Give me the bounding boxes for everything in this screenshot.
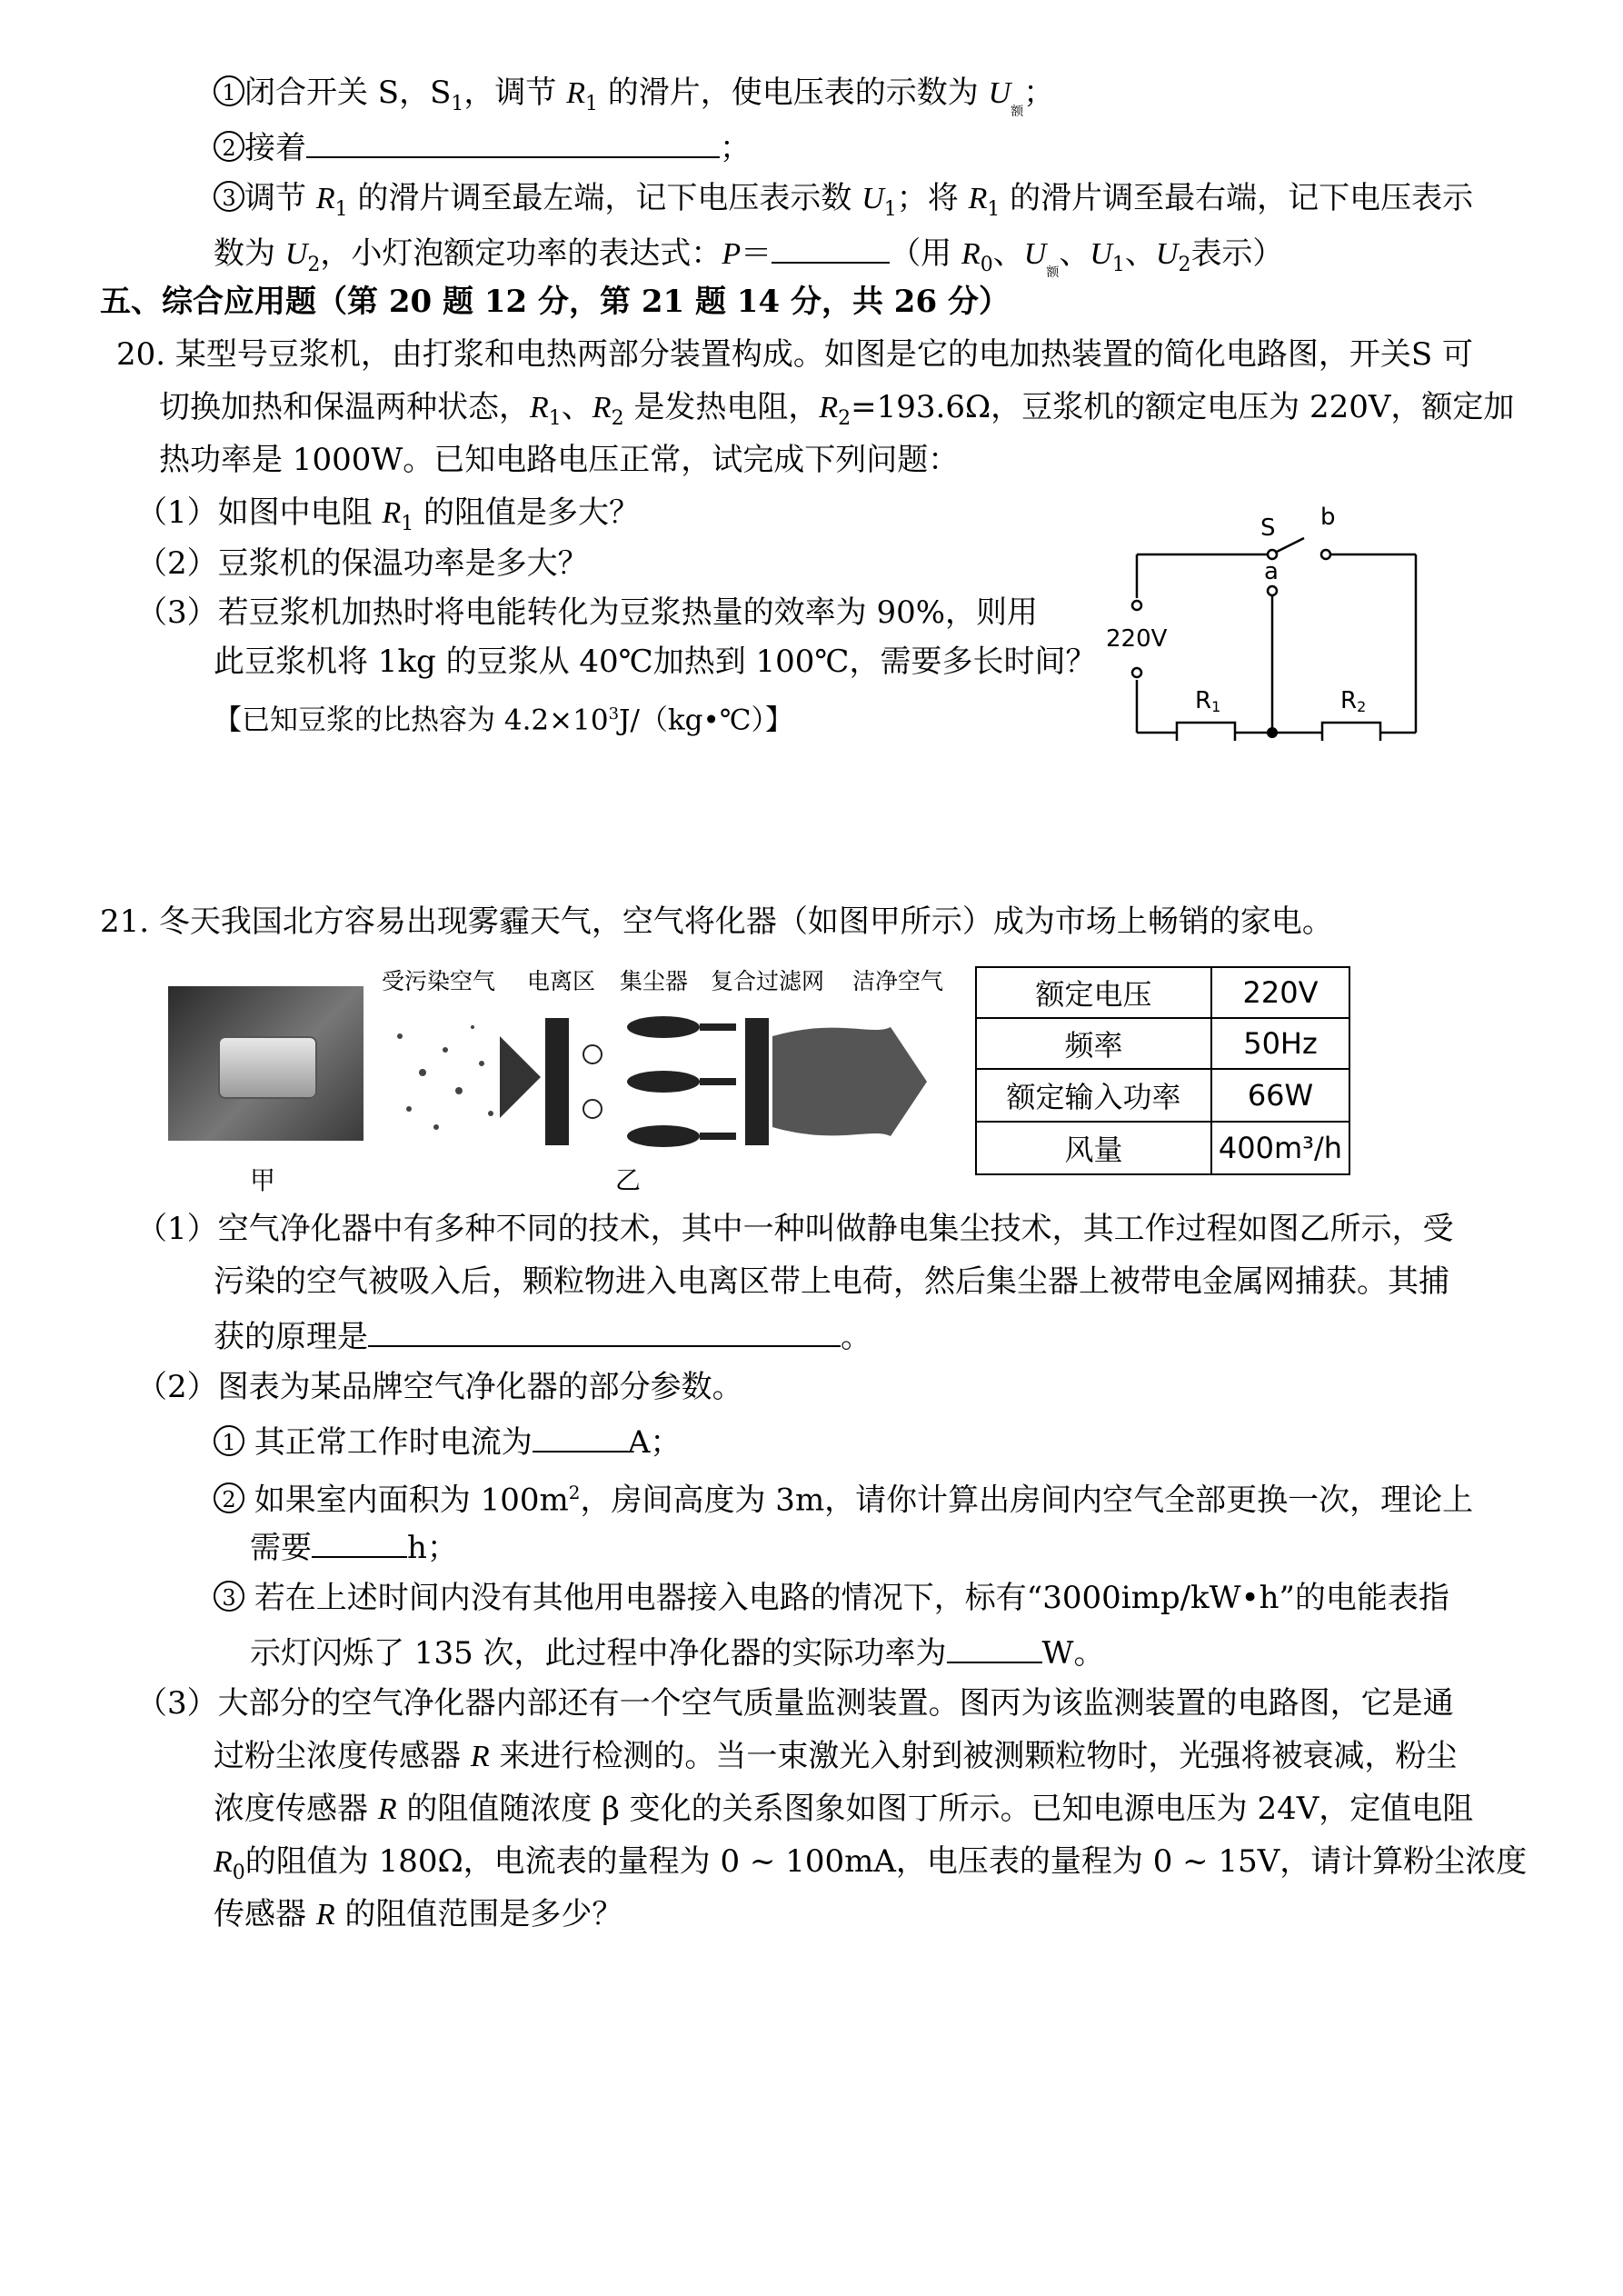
q20-sub1: （1）如图中电阻 $R_1$ 的阻值是多大？ bbox=[136, 494, 641, 535]
label-filter: 复合过滤网 bbox=[711, 968, 825, 994]
q20-sub2: （2）豆浆机的保温功率是多大？ bbox=[136, 545, 589, 582]
circuit-diagram bbox=[1106, 504, 1431, 741]
label-ionization: 电离区 bbox=[527, 968, 596, 994]
q21-p1-line2: 污染的空气被吸入后，颗粒物进入电离区带上电荷，然后集尘器上被带电金属网捕获。其捕 bbox=[214, 1263, 1449, 1300]
table-cell: 风量 bbox=[976, 1122, 1211, 1174]
circled-number: 3 bbox=[214, 181, 244, 212]
figure-label-jia: 甲 bbox=[250, 1165, 276, 1195]
purifier-photo bbox=[168, 986, 363, 1141]
q20-line3: 热功率是 1000W。已知电路电压正常，试完成下列问题： bbox=[159, 442, 960, 478]
dust-collector-svg bbox=[382, 1000, 963, 1163]
q21-p2-1: 1 其正常工作时电流为 A； bbox=[214, 1420, 681, 1462]
q21-p3-line1: （3）大部分的空气净化器内部还有一个空气质量监测装置。图丙为该监测装置的电路图，它是通 bbox=[136, 1685, 1454, 1722]
answer-blank[interactable] bbox=[312, 1525, 407, 1558]
circled-number: 2 bbox=[214, 131, 244, 162]
r2-label: $R_2$ bbox=[1340, 687, 1367, 715]
q21-p3-line2: 过粉尘浓度传感器 R 来进行检测的。当一束激光入射到被测颗粒物时，光强将被衰减，粉尘 bbox=[214, 1738, 1458, 1774]
q21-p2-2-line1: 2 如果室内面积为 $100m^2$，房间高度为 3m，请你计算出房间内空气全部更换一次，理论上 bbox=[214, 1472, 1473, 1520]
q21-p2-3-line2: 示灯闪烁了 135 次，此过程中净化器的实际功率为 W。 bbox=[250, 1631, 1104, 1673]
section-heading: 五、综合应用题（第 20 题 12 分，第 21 题 14 分，共 26 分） bbox=[100, 284, 1010, 320]
q21-p1-line1: （1）空气净化器中有多种不同的技术，其中一种叫做静电集尘技术，其工作过程如图乙所示，受 bbox=[136, 1211, 1454, 1247]
q21-p1-line3: 获的原理是 。 bbox=[214, 1314, 871, 1357]
q20-sub3-line3: 【已知豆浆的比热容为 $4.2\times 10^3J/(kg•℃)$】 bbox=[214, 704, 793, 737]
terminal-b-label: b bbox=[1320, 504, 1336, 531]
circled-number: 2 bbox=[214, 1482, 244, 1513]
dust-collector-diagram bbox=[382, 963, 963, 1168]
table-row bbox=[976, 1069, 1349, 1122]
q20-sub3-line1: （3）若豆浆机加热时将电能转化为豆浆热量的效率为 90%，则用 bbox=[136, 594, 1039, 631]
step1-line: 1 闭合开关 S，$S_1$，调节 $R_1$ 的滑片，使电压表的示数为 $U_额$； bbox=[214, 73, 1054, 114]
step3-line2: 数为 $U_2$，小灯泡额定功率的表达式：P＝ （用 $R_0$、$U_额$、$U_1$、$U_2$表示） bbox=[214, 231, 1283, 275]
label-collector: 集尘器 bbox=[620, 968, 689, 994]
answer-blank[interactable] bbox=[533, 1420, 628, 1452]
q21-p2-2-line2: 需要 h； bbox=[250, 1525, 458, 1568]
q21-line1: 21. 冬天我国北方容易出现雾霾天气，空气将化器（如图甲所示）成为市场上畅销的家电。 bbox=[100, 903, 1333, 940]
table-cell: 额定输入功率 bbox=[976, 1069, 1211, 1122]
table-row bbox=[976, 1018, 1349, 1069]
q21-p3-line3: 浓度传感器 R 的阻值随浓度 β 变化的关系图象如图丁所示。已知电源电压为 24V，定值电阻 bbox=[214, 1791, 1474, 1827]
r1-label: $R_1$ bbox=[1195, 687, 1221, 715]
circled-number: 1 bbox=[214, 75, 244, 106]
label-polluted-air: 受污染空气 bbox=[382, 968, 496, 994]
diagram-labels bbox=[382, 963, 963, 996]
table-cell: 50Hz bbox=[1211, 1018, 1349, 1069]
params-table bbox=[975, 966, 1350, 1175]
figure-label-yi: 乙 bbox=[615, 1165, 642, 1195]
circled-number: 1 bbox=[214, 1425, 244, 1456]
answer-blank[interactable] bbox=[947, 1631, 1042, 1663]
voltage-label: 220V bbox=[1106, 625, 1168, 653]
answer-blank[interactable] bbox=[368, 1314, 841, 1347]
q20-line2: 切换加热和保温两种状态，$R_1$、$R_2$ 是发热电阻，$R_2=193.6\Omega$，豆浆机的额定电压为 220V，额定加 bbox=[159, 389, 1515, 430]
table-row bbox=[976, 967, 1349, 1018]
q21-p2-3-line1: 3 若在上述时间内没有其他用电器接入电路的情况下，标有“3000imp/kW•h”的电能表指 bbox=[214, 1578, 1449, 1618]
answer-blank[interactable] bbox=[306, 125, 720, 158]
q21-p2-title: （2）图表为某品牌空气净化器的部分参数。 bbox=[136, 1369, 743, 1405]
q20-sub3-line2: 此豆浆机将 1kg 的豆浆从 40℃加热到 100℃，需要多长时间？ bbox=[214, 644, 1097, 680]
table-cell: 额定电压 bbox=[976, 967, 1211, 1018]
q21-p3-line4: $R_0$的阻值为 180Ω，电流表的量程为 0 ~ 100mA，电压表的量程为 0 ~ 15V，请计算粉尘浓度 bbox=[214, 1843, 1528, 1884]
answer-blank[interactable] bbox=[772, 231, 890, 264]
label-clean-air: 洁净空气 bbox=[852, 968, 944, 994]
step2-line: 2 接着 ； bbox=[214, 125, 751, 168]
purifier-device bbox=[218, 1036, 317, 1099]
terminal-a-label: a bbox=[1264, 558, 1279, 585]
q20-line1: 20. 某型号豆浆机，由打浆和电热两部分装置构成。如图是它的电加热装置的简化电路图，开关S 可 bbox=[116, 336, 1473, 373]
q21-p3-line5: 传感器 R 的阻值范围是多少？ bbox=[214, 1896, 623, 1932]
circled-number: 3 bbox=[214, 1581, 244, 1612]
step3-line1: 3 调节 $R_1$ 的滑片调至最左端，记下电压表示数 $U_1$；将 $R_1$ 的滑片调至最右端，记下电压表示 bbox=[214, 178, 1473, 219]
table-cell: 66W bbox=[1211, 1069, 1349, 1122]
switch-label: S bbox=[1260, 514, 1276, 542]
table-cell: 220V bbox=[1211, 967, 1349, 1018]
table-cell: 频率 bbox=[976, 1018, 1211, 1069]
table-cell: 400m³/h bbox=[1211, 1122, 1349, 1174]
table-row bbox=[976, 1122, 1349, 1174]
